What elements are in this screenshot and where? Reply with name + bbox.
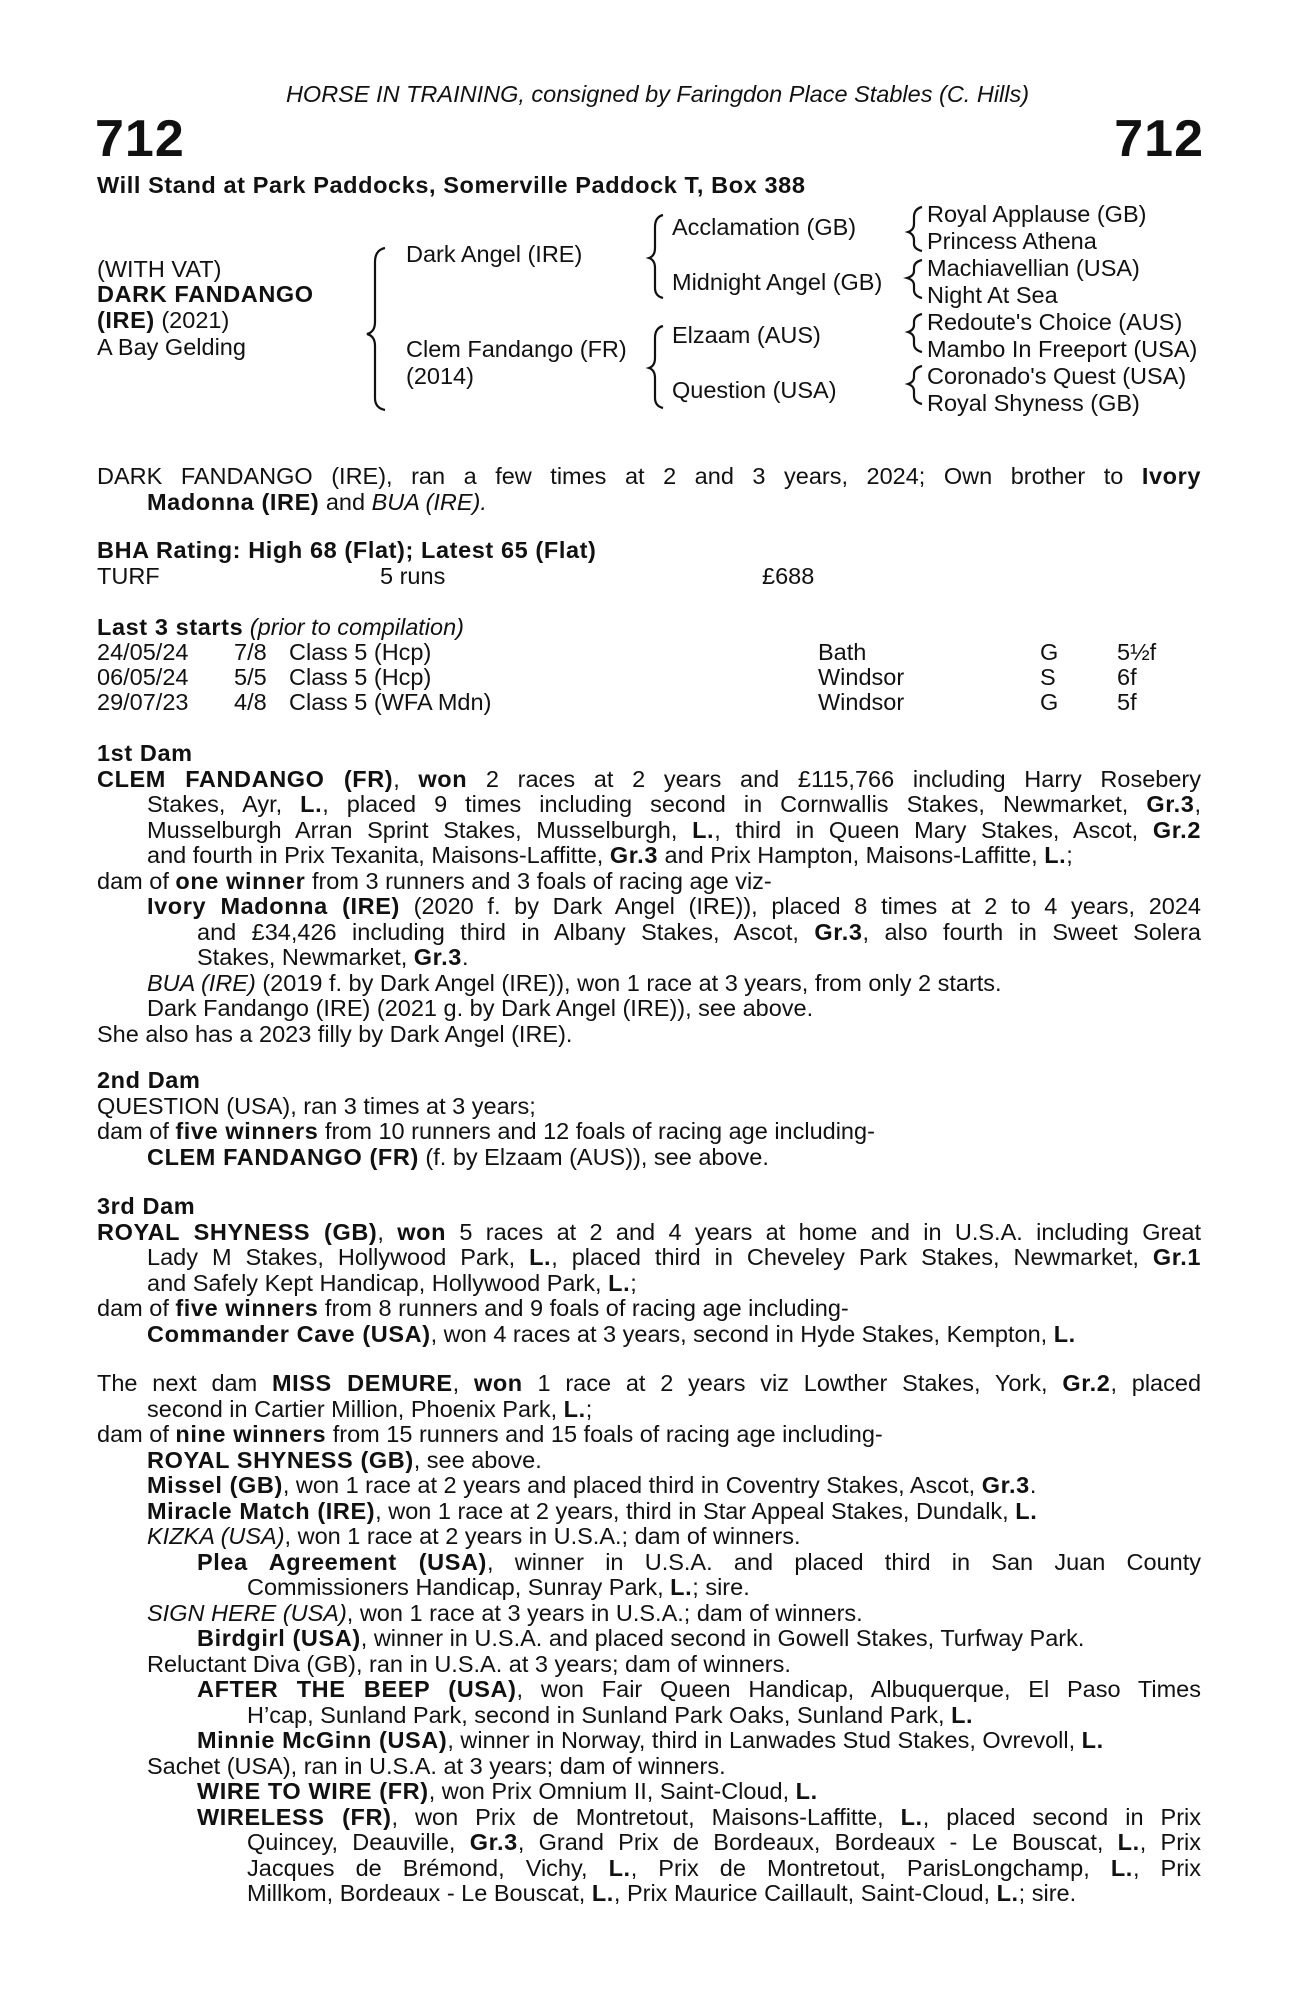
horse-summary: DARK FANDANGO (IRE), ran a few times at 2 and 3 years, 2024; Own brother to Ivory Madonna (IRE) and BUA (IRE). — [97, 463, 1201, 515]
start-race: Class 5 (Hcp) — [289, 664, 432, 690]
start-going: G — [1040, 689, 1059, 715]
pedigree-gen3-4: Night At Sea — [927, 282, 1058, 308]
pedigree-gen3-1: Royal Applause (GB) — [927, 201, 1147, 227]
start-distance: 5f — [1117, 689, 1137, 715]
horse-description: A Bay Gelding — [97, 334, 246, 360]
dam: Clem Fandango (FR) — [406, 336, 627, 362]
start-distance: 6f — [1117, 664, 1137, 690]
last-starts-heading: Last 3 starts (prior to compilation) — [97, 614, 464, 640]
start-race: Class 5 (WFA Mdn) — [289, 689, 492, 715]
stand-location: Will Stand at Park Paddocks, Somerville Paddock T, Box 388 — [97, 172, 806, 198]
sire: Dark Angel (IRE) — [406, 241, 583, 267]
lot-number-left: 712 — [95, 110, 185, 168]
second-dam-heading: 2nd Dam — [97, 1067, 201, 1093]
rating-surface: TURF — [97, 563, 160, 589]
rating-earnings: £688 — [762, 563, 815, 589]
pedigree-gen3-3: Machiavellian (USA) — [927, 255, 1140, 281]
start-date: 24/05/24 — [97, 639, 189, 665]
dam-dam: Question (USA) — [672, 377, 837, 403]
dam-sire: Elzaam (AUS) — [672, 322, 821, 348]
pedigree-gen3-8: Royal Shyness (GB) — [927, 390, 1140, 416]
start-date: 29/07/23 — [97, 689, 189, 715]
start-position: 4/8 — [234, 689, 267, 715]
start-course: Windsor — [818, 689, 905, 715]
next-dam-section: The next dam MISS DEMURE, won 1 race at 2 years viz Lowther Stakes, York, Gr.2, placed second in Cartier Million, Phoenix Park, L.; dam of nine winners from 15 runners and 15 foals of racing age including- ROYAL SHYNESS (GB), see above. Missel (GB), won 1 race at 2 years and placed third in Coventry Stakes, Ascot, Gr.3. Miracle Match (IRE), won 1 race at 2 years, third in Star Appeal Stakes, Dundalk, L. KIZKA (USA), won 1 race at 2 years in U.S.A.; dam of winners. Plea Agreement (USA), winner in U.S.A. and placed third in San Juan County Commissioners Handicap, Sunray Park, L.; sire. SIGN HERE (USA), won 1 race at 3 years in U.S.A.; dam of winners. Birdgirl (USA), winner in U.S.A. and placed second in Gowell Stakes, Turfway Park. Reluctant Diva (GB), ran in U.S.A. at 3 years; dam of winners. AFTER THE BEEP (USA), won Fair Queen Handicap, Albuquerque, El Paso Times H’cap, Sunland Park, second in Sunland Park Oaks, Sunland Park, L. Minnie McGinn (USA), winner in Norway, third in Lanwades Stud Stakes, Ovrevoll, L. Sachet (USA), ran in U.S.A. at 3 years; dam of winners. WIRE TO WIRE (FR), won Prix Omnium II, Saint-Cloud, L. WIRELESS (FR), won Prix de Montretout, Maisons-Laffitte, L., placed second in Prix Quincey, Deauville, Gr.3, Grand Prix de Bordeaux, Bordeaux - Le Bouscat, L., Prix Jacques de Brémond, Vichy, L., Prix de Montretout, ParisLongchamp, L., Prix Millkom, Bordeaux - Le Bouscat, L., Prix Maurice Caillault, Saint-Cloud, L.; sire. — [97, 1370, 1202, 1906]
sire-dam: Midnight Angel (GB) — [672, 269, 883, 295]
start-course: Windsor — [818, 664, 905, 690]
start-course: Bath — [818, 639, 867, 665]
vat-status: (WITH VAT) — [97, 256, 222, 282]
dam-year: (2014) — [406, 363, 474, 389]
start-date: 06/05/24 — [97, 664, 189, 690]
third-dam-heading: 3rd Dam — [97, 1193, 196, 1219]
first-dam-heading: 1st Dam — [97, 740, 193, 766]
third-dam-section: 3rd Dam ROYAL SHYNESS (GB), won 5 races at 2 and 4 years at home and in U.S.A. including Great Lady M Stakes, Hollywood Park, L., placed third in Cheveley Park Stakes, Newmarket, Gr.1 and Safely Kept Handicap, Hollywood Park, L.; dam of five winners from 8 runners and 9 foals of racing age including- Commander Cave (USA), won 4 races at 3 years, second in Hyde Stakes, Kempton, L. — [97, 1193, 1202, 1347]
start-going: S — [1040, 664, 1056, 690]
start-position: 5/5 — [234, 664, 267, 690]
first-dam-section: 1st Dam CLEM FANDANGO (FR), won 2 races at 2 years and £115,766 including Harry Rosebery Stakes, Ayr, L., placed 9 times including second in Cornwallis Stakes, Newmarket, Gr.3, Musselburgh Arran Sprint Stakes, Musselburgh, L., third in Queen Mary Stakes, Ascot, Gr.2 and fourth in Prix Texanita, Maisons-Laffitte, Gr.3 and Prix Hampton, Maisons-Laffitte, L.; dam of one winner from 3 runners and 3 foals of racing age viz- Ivory Madonna (IRE) (2020 f. by Dark Angel (IRE)), placed 8 times at 2 to 4 years, 2024 and £34,426 including third in Albany Stakes, Ascot, Gr.3, also fourth in Sweet Solera Stakes, Newmarket, Gr.3. BUA (IRE) (2019 f. by Dark Angel (IRE)), won 1 race at 3 years, from only 2 starts. Dark Fandango (IRE) (2021 g. by Dark Angel (IRE)), see above. She also has a 2023 filly by Dark Angel (IRE). — [97, 740, 1202, 1047]
horse-name-country: (IRE) (2021) — [97, 307, 230, 333]
pedigree-gen3-7: Coronado's Quest (USA) — [927, 363, 1187, 389]
second-dam-section: 2nd Dam QUESTION (USA), ran 3 times at 3 years; dam of five winners from 10 runners and 12 foals of racing age including- CLEM FANDANGO (FR) (f. by Elzaam (AUS)), see above. — [97, 1068, 1201, 1170]
pedigree-gen3-6: Mambo In Freeport (USA) — [927, 336, 1198, 362]
pedigree-gen3-5: Redoute's Choice (AUS) — [927, 309, 1183, 335]
pedigree-gen3-2: Princess Athena — [927, 228, 1097, 254]
start-race: Class 5 (Hcp) — [289, 639, 432, 665]
lot-number-right: 712 — [1114, 110, 1204, 168]
consignment-line: HORSE IN TRAINING, consigned by Faringdon Place Stables (C. Hills) — [285, 81, 1030, 107]
horse-name: DARK FANDANGO — [97, 281, 314, 307]
bha-rating: BHA Rating: High 68 (Flat); Latest 65 (Flat) — [97, 537, 597, 563]
start-position: 7/8 — [234, 639, 267, 665]
start-distance: 5½f — [1117, 639, 1157, 665]
start-going: G — [1040, 639, 1059, 665]
sire-sire: Acclamation (GB) — [672, 214, 857, 240]
rating-runs: 5 runs — [380, 563, 446, 589]
